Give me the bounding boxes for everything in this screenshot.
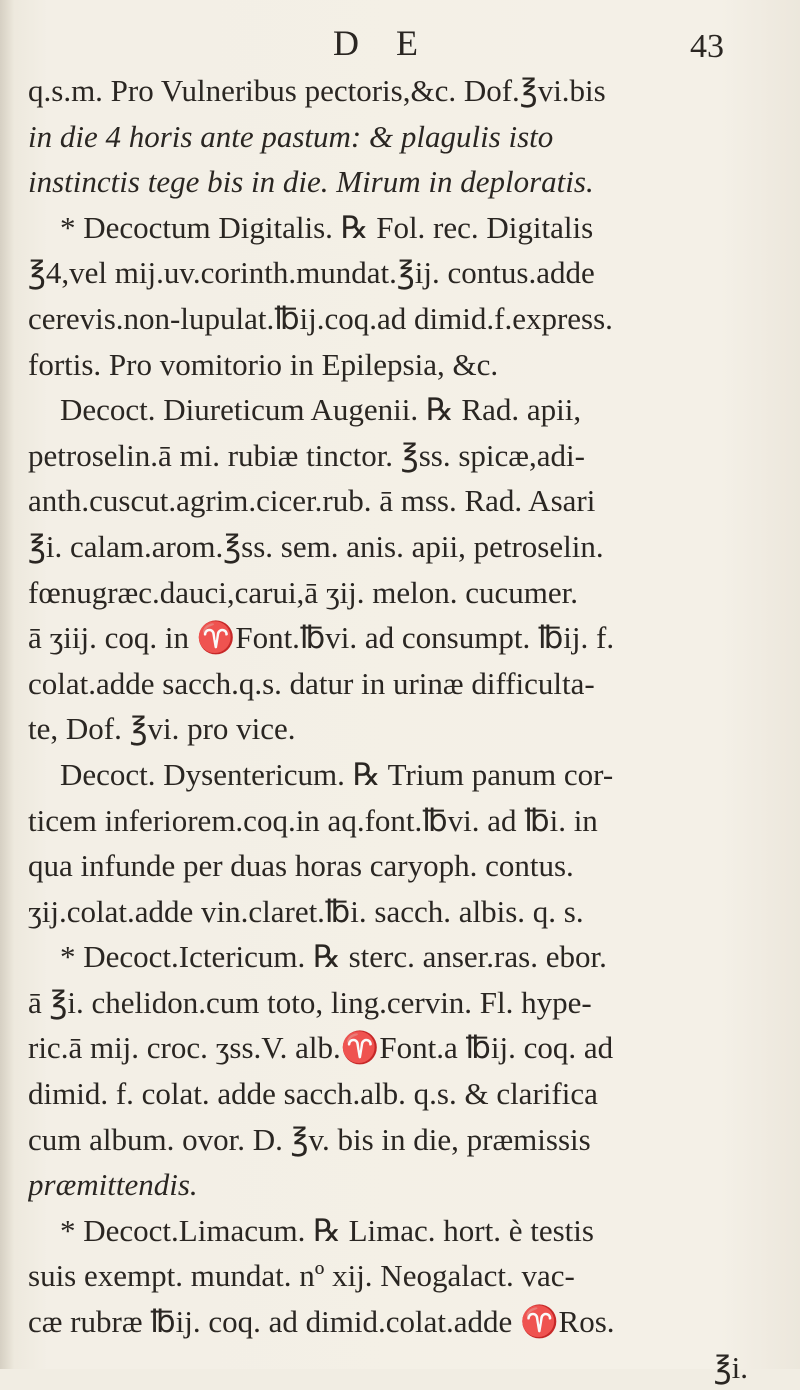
running-head: D E [333,23,432,63]
text-line: ℥i. [713,1349,748,1385]
text-line: te, Dof. ℥vi. pro vice. [28,711,296,747]
text-line: colat.adde sacch.q.s. datur in urinæ difficulta- [28,665,595,701]
text-line: qua infunde per duas horas caryoph. contus. [28,848,574,884]
body-text [28,68,788,1390]
text-line: in die 4 horis ante pastum: & plagulis isto [28,118,554,154]
text-line: præmittendis. [28,1167,198,1203]
text-line: ā ʒiij. coq. in ♈Font.℔vi. ad consumpt. ℔ij. f. [28,620,615,656]
text-line: ā ℥i. chelidon.cum toto, ling.cervin. Fl. hype- [28,984,592,1020]
page-number: 43 [690,28,724,65]
text-line: ticem inferiorem.coq.in aq.font.℔vi. ad ℔i. in [28,802,598,838]
recipe-heading-digitalis: * Decoctum Digitalis. ℞ Fol. rec. Digitalis [60,209,594,245]
recipe-heading-dysentericum: Decoct. Dysentericum. ℞ Trium panum cor- [60,756,614,792]
recipe-heading-ictericum: * Decoct.Ictericum. ℞ sterc. anser.ras. ebor. [60,939,607,975]
page-gutter-shadow [0,0,14,1369]
text-line: ʒij.colat.adde vin.claret.℔i. sacch. albis. q. s. [28,893,584,929]
text-line: cum album. ovor. D. ℥v. bis in die, præmissis [28,1121,591,1157]
text-line: cæ rubræ ℔ij. coq. ad dimid.colat.adde ♈Ros. [28,1304,615,1340]
text-line: suis exempt. mundat. nº xij. Neogalact. vac- [28,1258,575,1294]
text-line: anth.cuscut.agrim.cicer.rub. ā mss. Rad. Asari [28,483,596,519]
recipe-heading-diureticum: Decoct. Diureticum Augenii. ℞ Rad. apii, [60,392,582,428]
recipe-heading-limacum: * Decoct.Limacum. ℞ Limac. hort. è testis [60,1212,594,1248]
text-line: petroselin.ā mi. rubiæ tinctor. ℥ss. spicæ,adi- [28,437,585,473]
text-line: cerevis.non-lupulat.℔ij.coq.ad dimid.f.express. [28,300,613,336]
text-line: instinctis tege bis in die. Mirum in deploratis. [28,164,594,200]
text-line: ℥4,vel mij.uv.corinth.mundat.℥ij. contus.adde [28,255,595,291]
text-line: ric.ā mij. croc. ʒss.V. alb.♈Font.a ℔ij. coq. ad [28,1030,614,1066]
page-header [0,18,800,68]
text-line: q.s.m. Pro Vulneribus pectoris,&c. Dof.℥vi.bis [28,73,606,108]
text-line: fœnugræc.dauci,carui,ā ʒij. melon. cucumer. [28,574,579,610]
text-line: dimid. f. colat. adde sacch.alb. q.s. & clarifica [28,1076,598,1112]
text-line: fortis. Pro vomitorio in Epilepsia, &c. [28,346,499,382]
text-line: ℥i. calam.arom.℥ss. sem. anis. apii, petroselin. [28,528,604,564]
